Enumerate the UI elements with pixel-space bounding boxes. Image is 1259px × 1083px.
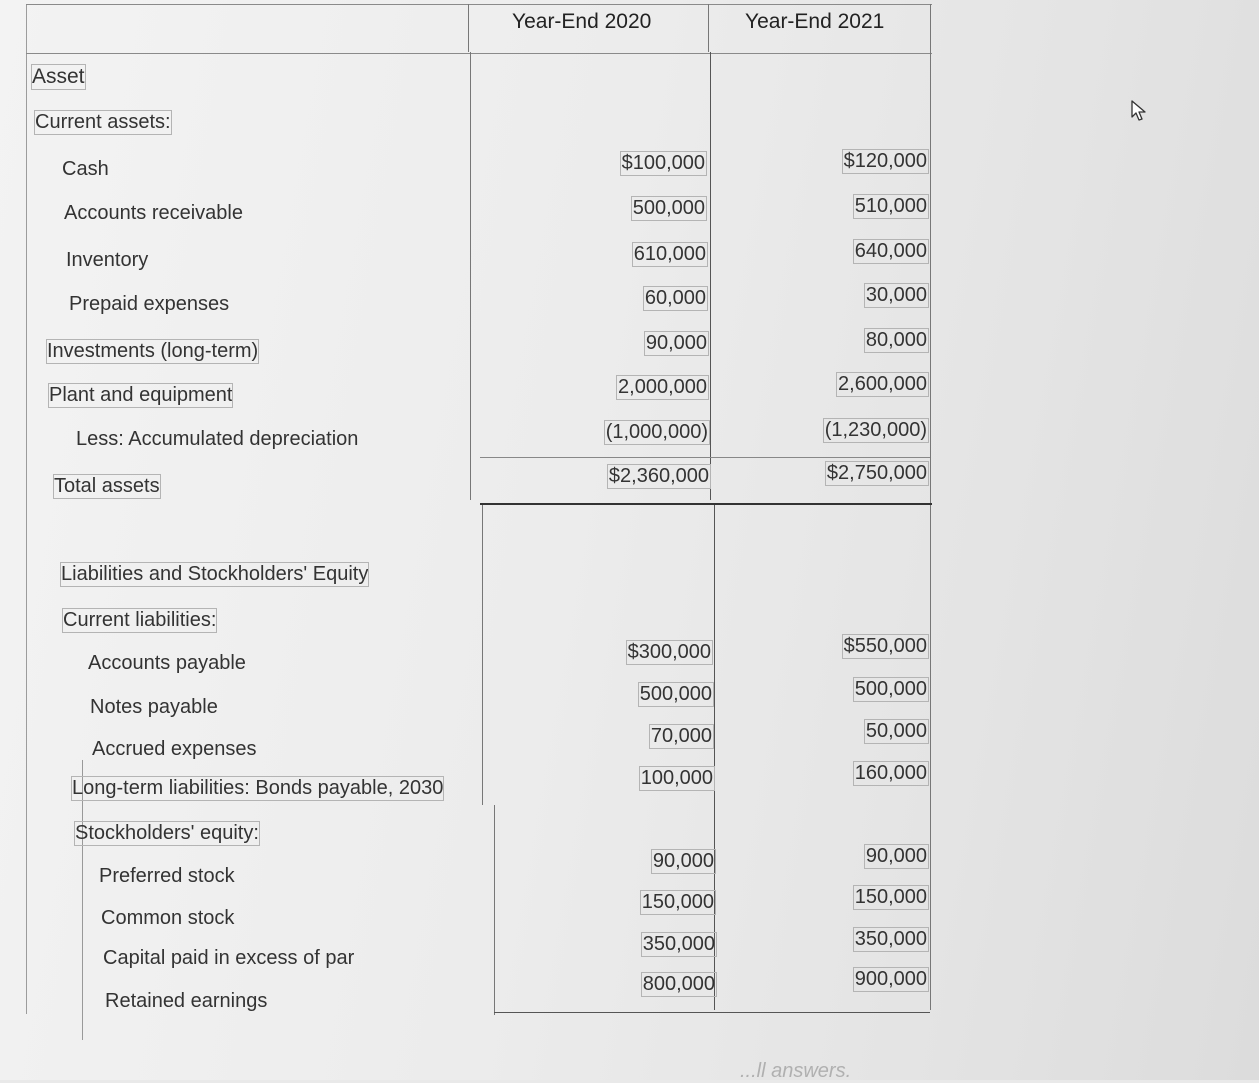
row-label-cash: Cash	[62, 158, 109, 180]
cell-prepaid-2020: 60,000	[644, 287, 706, 309]
cell-depreciation-2021: (1,230,000)	[824, 419, 927, 441]
cell-total-assets-2020: $2,360,000	[608, 465, 709, 487]
col-right-border-top	[930, 52, 931, 500]
row-label-prepaid-expenses: Prepaid expenses	[69, 293, 230, 315]
row-label-accumulated-depreciation: Less: Accumulated depreciation	[76, 428, 359, 450]
cell-ar-2021: 510,000	[854, 195, 927, 217]
cell-capital-2021: 350,000	[854, 928, 927, 950]
row-label-accounts-receivable: Accounts receivable	[64, 202, 243, 224]
row-label-preferred-stock: Preferred stock	[99, 865, 235, 887]
cell-depreciation-2020: (1,000,000)	[605, 421, 708, 443]
cell-retained-2021: 900,000	[854, 968, 927, 990]
cell-ap-2020: $300,000	[627, 641, 711, 663]
cell-bonds-2021: 160,000	[854, 762, 927, 784]
row-label-accrued-expenses: Accrued expenses	[92, 738, 257, 760]
cell-np-2021: 500,000	[854, 678, 927, 700]
cell-investments-2020: 90,000	[645, 332, 707, 354]
cell-common-2020: 150,000	[641, 891, 714, 913]
section-stockholders-equity: Stockholders' equity:	[75, 822, 259, 844]
section-current-liabilities: Current liabilities:	[63, 609, 217, 631]
cell-prepaid-2021: 30,000	[865, 284, 927, 306]
section-liabilities-equity: Liabilities and Stockholders' Equity	[61, 563, 369, 585]
col-left-border-lower	[494, 805, 495, 1015]
cell-bonds-2020: 100,000	[640, 767, 713, 789]
header-divider-right	[930, 4, 931, 52]
row-label-total-assets: Total assets	[54, 475, 160, 497]
row-label-bonds-payable: Long-term liabilities: Bonds payable, 2030	[72, 777, 444, 799]
row-label-notes-payable: Notes payable	[90, 696, 218, 718]
total-top-rule	[480, 457, 930, 458]
cell-capital-2020: 350,000	[642, 933, 715, 955]
column-header-2021: Year-End 2021	[745, 10, 885, 33]
row-label-common-stock: Common stock	[101, 907, 235, 929]
cell-total-assets-2021: $2,750,000	[826, 462, 927, 484]
footer-partial-text: ...ll answers.	[740, 1060, 852, 1082]
col-left-border-top	[470, 52, 471, 500]
cell-ar-2020: 500,000	[632, 197, 705, 219]
table-frame	[26, 4, 933, 1014]
cell-investments-2021: 80,000	[865, 329, 927, 351]
row-label-inventory: Inventory	[66, 249, 149, 271]
col-right-border-bottom	[930, 500, 931, 1010]
cell-np-2020: 500,000	[639, 683, 712, 705]
row-label-capital-paid-in: Capital paid in excess of par	[103, 947, 355, 969]
label-border-lower	[82, 760, 83, 1040]
cell-plant-2021: 2,600,000	[838, 373, 927, 395]
cell-accrued-2021: 50,000	[865, 720, 927, 742]
cell-inventory-2020: 610,000	[633, 243, 706, 265]
row-label-investments: Investments (long-term)	[47, 340, 259, 362]
section-current-assets: Current assets:	[35, 111, 171, 133]
cell-plant-2020: 2,000,000	[618, 376, 707, 398]
header-divider-label	[468, 4, 469, 52]
cell-ap-2021: $550,000	[843, 635, 927, 657]
row-label-plant-equipment: Plant and equipment	[49, 384, 233, 406]
cell-cash-2020: $100,000	[621, 152, 705, 174]
cell-accrued-2020: 70,000	[650, 725, 712, 747]
cell-inventory-2021: 640,000	[854, 240, 927, 262]
equity-bottom-rule	[494, 1012, 930, 1013]
header-divider-mid	[708, 4, 709, 52]
col-mid-border-top	[710, 52, 711, 500]
cell-cash-2021: $120,000	[843, 150, 927, 172]
section-asset: Asset	[32, 65, 85, 88]
cell-preferred-2020: 90,000	[652, 850, 714, 872]
row-label-accounts-payable: Accounts payable	[88, 652, 246, 674]
cell-preferred-2021: 90,000	[865, 845, 927, 867]
column-header-2020: Year-End 2020	[512, 10, 652, 33]
col-left-border-bottom	[482, 505, 483, 805]
row-label-retained-earnings: Retained earnings	[105, 990, 268, 1012]
cell-retained-2020: 800,000	[642, 973, 715, 995]
mouse-pointer-icon	[1130, 100, 1150, 122]
total-bottom-rule	[480, 503, 932, 505]
cell-common-2021: 150,000	[854, 886, 927, 908]
